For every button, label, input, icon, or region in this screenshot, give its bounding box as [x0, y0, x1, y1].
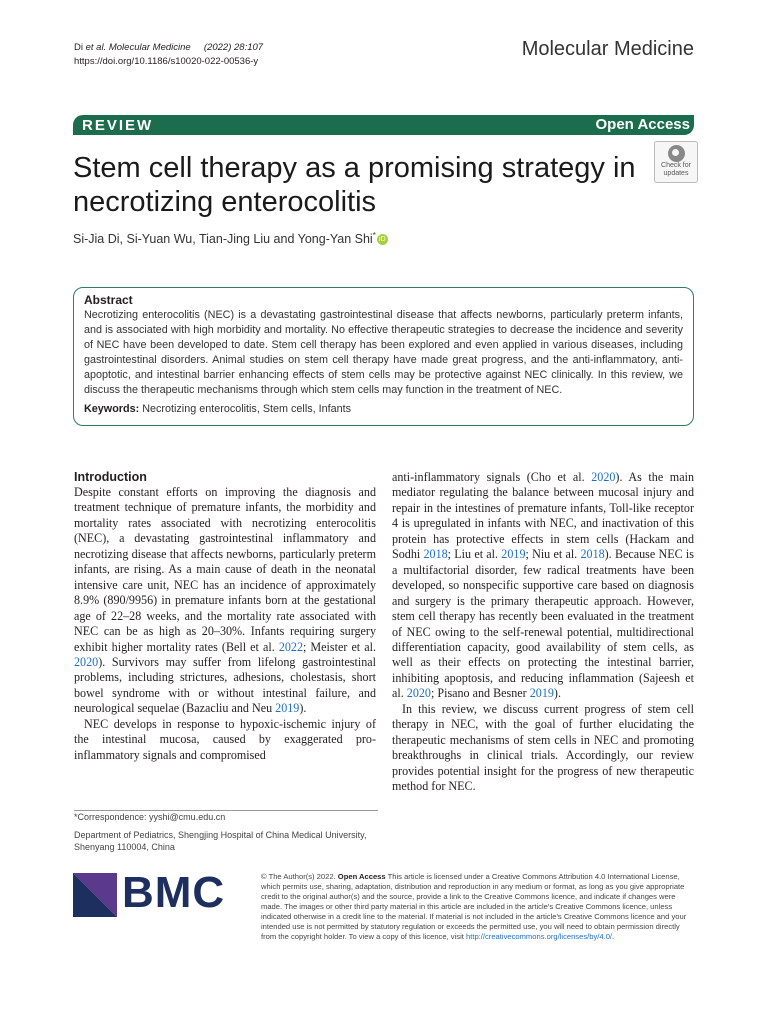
abstract-box: [73, 287, 694, 426]
license-open-access: Open Access: [337, 872, 386, 881]
license-link[interactable]: http://creativecommons.org/licenses/by/4.0/: [466, 932, 613, 941]
abstract-text: Necrotizing enterocolitis (NEC) is a devastating gastrointestinal disease that affects newborns, particularly preterm infants, and is associated with high morbidity and mortality. No effective therapeutic strategies to decrease the incidence and severity of NEC have been developed to date. Stem cell therapy has been explored and even applied in various diseases, including gastrointestinal disorders. Animal studies on stem cell therapy have made great progress, and the anti-inflammatory, anti-apoptotic, and intestinal barrier enhancing effects of stem cells may be protective against NEC clinically. In this review, we discuss the therapeutic mechanisms through which stem cells may function in the treatment of NEC.: [84, 309, 683, 397]
bmc-logo-text: BMC: [122, 868, 226, 917]
keywords: [84, 402, 683, 417]
article-type: REVIEW: [82, 117, 154, 134]
intro-paragraph-2: NEC develops in response to hypoxic-ischemic injury of the intestinal mucosa, caused by exaggerated pro-inflammatory signals and compromised: [74, 716, 376, 762]
intro-paragraph-3: anti-inflammatory signals (Cho et al. 2020). As the main mediator regulating the balance between mucosal injury and repair in the intestines of premature infants, Toll-like receptor 4 is upregulated in infants with NEC, and inactivation of this protein has protective effects in stem cells (Hackam and Sodhi 2018; Liu et al. 2019; Niu et al. 2018). Because NEC is a multifactorial disorder, few radical treatments have been developed, so nonspecific supportive care based on diagnosis and surgery is the primary therapeutic approach. However, stem cell therapy has recently been evaluated in the treatment of NEC owing to the self-renewal potential, multidirectional differentiation capacity, good availability of stem cells, as well as their effects on protecting the intestinal barrier, inhibiting apoptosis, and reducing inflammation (Sajeesh et al. 2020; Pisano and Besner 2019).: [392, 470, 694, 701]
check-updates-icon: [668, 145, 685, 162]
orcid-icon[interactable]: iD: [377, 234, 388, 245]
keywords-values: Necrotizing enterocolitis, Stem cells, Infants: [142, 402, 352, 415]
affiliation-note: Department of Pediatrics, Shengjing Hospital of China Medical University, Shenyang 110004, China: [74, 830, 367, 852]
keywords-label: Keywords:: [84, 402, 140, 415]
citation-link[interactable]: 2019: [529, 686, 554, 701]
citation-link[interactable]: 2018: [580, 547, 605, 562]
correspondence-note: *Correspondence: yyshi@cmu.edu.cn: [74, 812, 226, 822]
journal-name: Molecular Medicine: [521, 38, 694, 60]
open-access-label: Open Access: [595, 116, 690, 133]
citation-link[interactable]: 2022: [278, 639, 303, 654]
citation-authors: Di: [74, 42, 86, 53]
author-list: [73, 231, 388, 246]
citation-link[interactable]: 2020: [591, 470, 616, 484]
right-column: [392, 470, 694, 795]
bmc-logo-icon: [73, 873, 117, 917]
citation-link[interactable]: 2019: [501, 547, 526, 562]
article-type-banner: [73, 115, 694, 135]
check-updates-line1: Check for: [661, 162, 691, 169]
corresponding-mark: *: [372, 231, 376, 240]
check-for-updates-button[interactable]: [654, 141, 698, 183]
left-column: [74, 470, 376, 763]
citation: [74, 41, 263, 69]
doi-link[interactable]: https://doi.org/10.1186/s10020-022-00536-y: [74, 56, 259, 67]
license-statement: © The Author(s) 2022. Open Access This article is licensed under a Creative Commons Attribution 4.0 International License, which permits use, sharing, adaptation, distribution and reproduction in any medium or format, as long as you give appropriate credit to the original author(s) and the source, provide a link to the Creative Commons licence, and indicate if changes were made. The images or other third party material in this article are included in the article's Creative Commons licence, unless indicated otherwise in a credit line to the material. If material is not included in the article's Creative Commons licence and your intended use is not permitted by statutory regulation or exceeds the permitted use, you will need to obtain permission directly from the copyright holder. To view a copy of this licence, visit http://creativecommons.org/licenses/by/4.0/.: [261, 872, 687, 941]
citation-link[interactable]: 2019: [275, 701, 300, 716]
citation-journal: et al. Molecular Medicine: [85, 42, 191, 53]
citation-year: (2022) 28:107: [203, 42, 264, 53]
author-names: Si-Jia Di, Si-Yuan Wu, Tian-Jing Liu and Yong-Yan Shi: [73, 232, 373, 247]
footnote-divider: [74, 810, 378, 811]
citation-link[interactable]: 2018: [423, 547, 448, 562]
intro-paragraph-1: Despite constant efforts on improving the diagnosis and treatment technique of premature infants, the morbidity and mortality rates associated with necrotizing enterocolitis (NEC), a devastating gastrointestinal inflammatory and necrotizing disease that affects newborns, particularly preterm infants, are rising. As a main cause of death in the neonatal intensive care unit, NEC has an incidence of approximately 8.9% (890/9956) in premature infants born at the gestational age of 22–28 weeks, and the mortality rate associated with NEC can be as high as 20–30%. Infants requiring surgery exhibit higher mortality rates (Bell et al. 2022; Meister et al. 2020). Survivors may suffer from lifelong gastrointestinal problems, including strictures, adhesions, cholestasis, short bowel syndrome with or without intestinal failure, and neurological sequelae (Bazacliu and Neu 2019).: [74, 485, 376, 716]
citation-link[interactable]: 2020: [74, 654, 99, 669]
section-heading-introduction: Introduction: [74, 470, 147, 484]
abstract-heading: Abstract: [84, 293, 133, 307]
citation-link[interactable]: 2020: [406, 686, 431, 701]
intro-paragraph-4: In this review, we discuss current progress of stem cell therapy in NEC, with the goal of further elucidating the therapeutic mechanisms of stem cells in NEC and promoting breakthroughs in clinical trials. Accordingly, our review provides potential insight for the progress of new therapeutic method for NEC.: [392, 701, 694, 794]
article-title: Stem cell therapy as a promising strategy in necrotizing enterocolitis: [73, 152, 636, 218]
check-updates-line2: updates: [663, 170, 689, 177]
